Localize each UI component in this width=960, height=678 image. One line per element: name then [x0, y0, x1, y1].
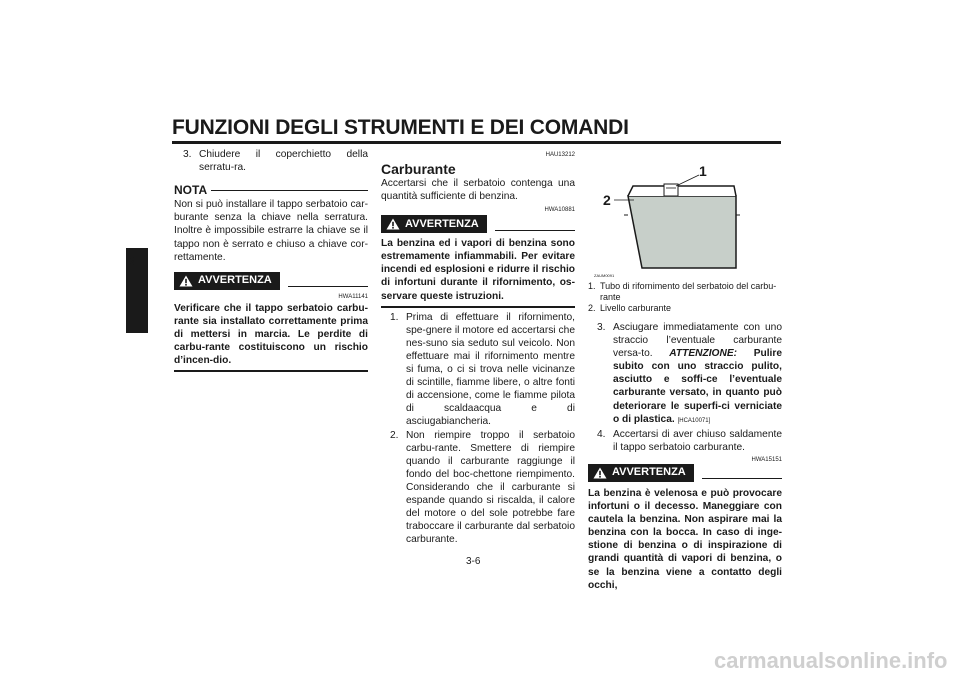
warning-text: Verificare che il tappo serbatoio carbu-rante sia installato correttamente prima di mettersi in marcia. Le perdite di carbu-rante costituiscono un rischio d’incen-dio. [174, 302, 368, 367]
list-item [588, 428, 782, 454]
list-number: 3. [597, 322, 606, 333]
fuel-tank-illustration [588, 162, 782, 280]
page-number: 3-6 [466, 556, 481, 567]
attention-text: Pulire subito con uno straccio pulito, asciutto e soffi-ce l’eventuale carburante versato, in quanto può deteriorare le superfi-ci verniciate o di plastica. [613, 348, 782, 425]
warning-text: La benzina è velenosa e può provocare infortuni o il decesso. Maneggiare con cautela la benzina. Non aspirare mai la benzina con la bocca. In caso di inge-stione di benzina o di inspirazione di grandi quantità di vapori di benzina, o se la benzina viene a contatto degli occhi, [588, 487, 782, 591]
fuel-level-shape [628, 196, 736, 268]
warning-box [381, 215, 575, 307]
list-number: 1. [390, 311, 399, 323]
warning-rule [702, 478, 782, 479]
caption-text: Livello carburante [600, 303, 672, 313]
warning-box [588, 464, 782, 592]
nota-text: Non si può installare il tappo serbatoio car-burante senza la chiave nella serratura. Inoltre è impossibile estrarre la chiave se il tappo non è serrato e chiuso a chiave cor-rettamente. [174, 199, 368, 263]
warning-label: AVVERTENZA [198, 274, 272, 287]
list-number: 3. [183, 149, 192, 160]
warning-label: AVVERTENZA [405, 217, 479, 230]
list-item [381, 429, 575, 547]
warning-box [174, 272, 368, 372]
warning-heading [381, 215, 575, 233]
warning-triangle-icon [386, 218, 400, 230]
warning-label: AVVERTENZA [612, 466, 686, 479]
figure-caption [588, 281, 782, 314]
warning-code: HWA15151 [751, 456, 782, 463]
caption-item [588, 303, 782, 314]
warning-triangle-icon [593, 467, 607, 479]
list-item [588, 321, 782, 428]
warning-badge [381, 215, 487, 233]
warning-end-rule [174, 370, 368, 372]
list-number: 4. [597, 428, 606, 440]
nota-heading [174, 184, 368, 197]
list-text: Non riempire troppo il serbatoio carbu-rante. Smettere di riempire quando il carburante raggiunge il fondo del boc-chettone riempimento. Considerando che il carburante si espande quando si riscalda, il calore del motore o del sole potrebbe fare traboccare il carburante dal serbatoio carburante. [406, 429, 575, 546]
caption-number: 2. [588, 303, 596, 313]
watermark[interactable]: carmanualsonline.info [714, 648, 948, 673]
chapter-number: 3 [128, 254, 135, 268]
section-title: Carburante [381, 161, 456, 177]
attention-label: ATTENZIONE: [669, 348, 738, 360]
page-header-title: FUNZIONI DEGLI STRUMENTI E DEI COMANDI [172, 116, 629, 139]
attention-code: [HCA10071] [677, 417, 711, 424]
list-text: Chiudere il coperchietto della serratu-ra. [199, 149, 368, 174]
warning-rule [495, 230, 575, 231]
warning-heading [174, 272, 368, 290]
column-2 [381, 148, 575, 546]
caption-text: Tubo di rifornimento del serbatoio del carbu-rante [600, 281, 777, 302]
list-text [613, 321, 782, 428]
list-text: Prima di effettuare il rifornimento, spe-gnere il motore ed accertarsi che nes-suno sia seduto sul veicolo. Non effettuare mai il rifornimento mentre si fuma, o ci si trova nelle vicinanze di scintille, fiamme libere, o altre fonti di accensione, come le fiamme pilota di scaldaacqua e di asciugabiancheria. [406, 311, 575, 428]
header-rule [172, 141, 781, 144]
caption-item [588, 281, 782, 303]
section-intro: Accertarsi che il serbatoio contenga una quantità sufficiente di benzina. [381, 178, 575, 203]
warning-rule [288, 286, 368, 287]
column-1 [174, 148, 368, 372]
warning-code: HWA11141 [338, 293, 368, 300]
step-text: Asciugare immediatamente con uno straccio l’eventuale carburante versa-to. [613, 322, 782, 360]
figure-code: ZAUM0091 [594, 273, 615, 278]
list-item [381, 311, 575, 429]
warning-text: La benzina ed i vapori di benzina sono estremamente infiammabili. Per evitare incendi ed esplosioni e ridurre il rischio di infortuni durante il rifornimento, os-servare queste istruzioni. [381, 238, 575, 302]
list-number: 2. [390, 429, 399, 441]
warning-badge [588, 464, 694, 482]
callout-2: 2 [603, 192, 611, 208]
list-item [174, 148, 368, 174]
caption-number: 1. [588, 281, 596, 291]
warning-code: HWA10881 [544, 207, 575, 214]
section-code: HAU13212 [545, 152, 575, 158]
list-text: Accertarsi di aver chiuso saldamente il tappo serbatoio carburante. [613, 428, 782, 453]
nota-label: NOTA [174, 183, 208, 198]
warning-end-rule [381, 306, 575, 308]
fuel-tank-figure [588, 162, 782, 280]
column-3 [588, 321, 782, 592]
callout-1: 1 [699, 163, 707, 179]
warning-badge [174, 272, 280, 290]
warning-triangle-icon [179, 275, 193, 287]
nota-rule [211, 190, 368, 191]
warning-heading [588, 464, 782, 482]
